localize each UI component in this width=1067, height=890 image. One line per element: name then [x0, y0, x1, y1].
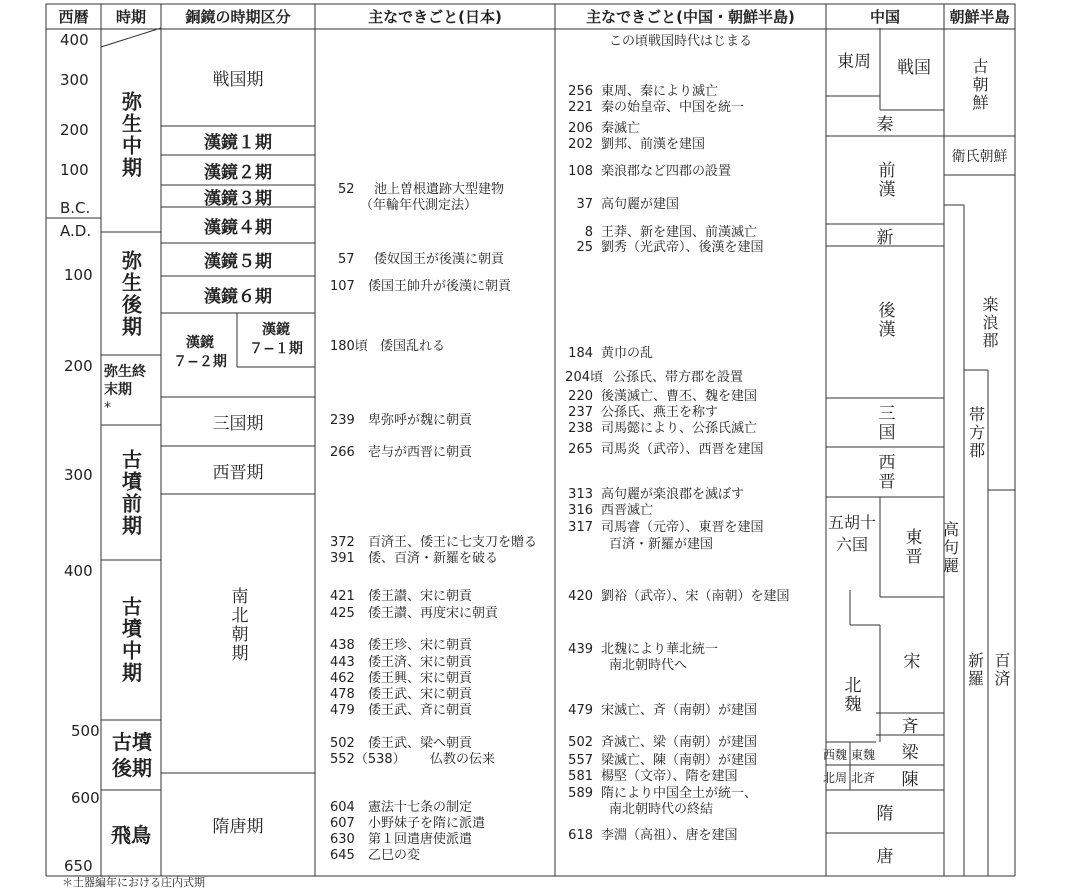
event-year: 618 [568, 828, 593, 843]
period-yayoi-end [104, 357, 160, 423]
dynasty-seishin: 西晋 [874, 453, 895, 491]
event-text: 北魏により華北統一 [601, 642, 719, 657]
event-year: 479 [568, 703, 593, 718]
event-year: 645 [330, 848, 355, 863]
header-period: 時期 [115, 8, 146, 26]
mirror-kan-3: 漢鏡３期 [204, 188, 272, 209]
mirror-sengoku: 戦国期 [212, 70, 264, 90]
event-text: 卑弥呼が魏に朝貢 [368, 413, 473, 428]
dynasty-toshin: 東晋 [901, 528, 922, 566]
header-china: 中国 [869, 8, 900, 26]
event-year: 372 [330, 535, 355, 550]
header-china-korea-events: 主なできごと(中国・朝鮮半島) [586, 8, 795, 26]
ck-event [555, 642, 718, 657]
year-label: 200 [64, 357, 93, 375]
event-year: 221 [568, 100, 593, 115]
event-text: 池上曽根遺跡大型建物 [374, 182, 505, 197]
event-year: 589 [568, 786, 593, 801]
event-year: 604 [330, 800, 355, 815]
dynasty-zui: 隋 [876, 804, 894, 824]
japan-event [330, 800, 472, 815]
event-year: 237 [568, 405, 593, 420]
dynasty-sangoku: 三国 [874, 403, 895, 442]
japan-event [330, 832, 472, 847]
event-text: 憲法十七条の制定 [368, 800, 473, 815]
ck-event [609, 34, 752, 49]
event-text: 隋により中国全土が統一、 [601, 786, 758, 801]
year-label: 400 [64, 562, 93, 580]
event-year: 439 [568, 642, 593, 657]
year-label: 200 [60, 121, 89, 139]
event-text: 百済・新羅が建国 [609, 537, 714, 552]
event-text: 斉滅亡、梁（南朝）が建国 [601, 735, 758, 750]
japan-event [330, 752, 495, 767]
header-korea: 朝鮮半島 [949, 8, 1010, 26]
event-year: 220 [568, 389, 593, 404]
mirror-kan-7-1: 漢鏡 ７−１期 [249, 322, 303, 357]
event-text: 高句麗が建国 [601, 197, 680, 212]
event-text: 楊堅（文帝）、隋を建国 [601, 769, 738, 784]
event-year: 206 [568, 121, 593, 136]
event-text: 南北朝時代の終結 [609, 802, 714, 817]
event-year: 52 [338, 182, 355, 197]
mirror-kan-5: 漢鏡５期 [204, 252, 272, 272]
japan-event [330, 816, 485, 831]
dynasty-sou: 宋 [903, 651, 921, 672]
ck-event [555, 769, 738, 784]
event-text: 劉裕（武帝）、宋（南朝）を建国 [601, 589, 790, 604]
ck-event [555, 346, 653, 361]
japan-event [330, 638, 472, 653]
event-year: 438 [330, 638, 355, 653]
header-japan-events: 主なできごと(日本) [368, 8, 502, 26]
event-year: 238 [568, 421, 593, 436]
ck-event [555, 520, 764, 535]
event-text: 倭国王帥升が後漢に朝貢 [368, 279, 512, 294]
dynasty-chin: 陳 [901, 770, 919, 790]
dynasty-ryo: 梁 [901, 742, 919, 763]
event-text: 小野妹子を隋に派遣 [368, 816, 486, 831]
event-text: 倭奴国王が後漢に朝貢 [374, 252, 505, 267]
mirror-kan-4: 漢鏡４期 [204, 217, 272, 238]
event-year: 479 [330, 703, 355, 718]
japan-event [330, 736, 472, 751]
ck-event [555, 121, 640, 136]
ck-event [609, 658, 687, 673]
ck-event [555, 405, 718, 420]
event-text: 壱与が西晋に朝貢 [368, 445, 473, 460]
dynasty-hokushu: 北周 [822, 770, 847, 785]
ck-event [555, 164, 731, 179]
mirror-kan-2: 漢鏡２期 [204, 162, 272, 183]
event-year: 37 [576, 197, 593, 212]
ck-event [555, 370, 743, 385]
event-text: 司馬炎（武帝）、西晋を建国 [601, 442, 764, 457]
event-text: 李淵（高祖）、唐を建国 [601, 828, 738, 843]
japan-event [330, 413, 472, 428]
mirror-kan-1: 漢鏡１期 [204, 133, 272, 153]
dynasty-hokugi: 北魏 [840, 676, 861, 714]
event-text: 百済王、倭王に七支刀を贈る [368, 535, 538, 550]
ck-event [555, 240, 764, 255]
japan-event [330, 655, 472, 670]
japan-event [360, 198, 477, 213]
event-year: 313 [568, 487, 593, 502]
period-yayoi-middle: 弥生中期 [118, 91, 143, 179]
event-year: 184 [568, 346, 593, 361]
event-text: 秦の始皇帝、中国を統一 [601, 100, 745, 115]
event-year: 266 [330, 445, 355, 460]
japan-event [330, 671, 472, 686]
event-text: 王莽、新を建国、前漢滅亡 [601, 225, 758, 240]
dynasty-togi: 東魏 [850, 747, 875, 762]
dynasty-tou: 唐 [876, 847, 894, 867]
period-kofun-middle: 古墳中期 [118, 596, 143, 684]
event-text: 秦滅亡 [601, 121, 641, 136]
event-year: 57 [338, 252, 355, 267]
dynasty-gokojuroku: 五胡十六国 [828, 513, 877, 554]
event-year: 502 [330, 736, 355, 751]
event-text: 乙巳の変 [368, 848, 421, 863]
korea-eishi-chosen: 衛氏朝鮮 [951, 148, 1008, 165]
event-year: 107 [330, 279, 355, 294]
ck-event [609, 537, 713, 552]
event-year: 25 [576, 240, 593, 255]
event-text: 第１回遣唐使派遣 [368, 832, 473, 847]
ck-event [555, 84, 718, 99]
event-text: 楽浪郡など四郡の設置 [601, 164, 732, 179]
japan-event [330, 445, 472, 460]
dynasty-sengoku: 戦国 [897, 58, 931, 78]
event-year: 239 [330, 413, 355, 428]
event-text: 劉秀（光武帝）、後漢を建国 [601, 240, 764, 255]
mirror-seishin: 西晋期 [212, 462, 264, 483]
year-label: 650 [64, 857, 93, 875]
ck-event [555, 100, 744, 115]
event-year: 630 [330, 832, 355, 847]
japan-event [338, 252, 504, 267]
event-text: 倭王讃、宋に朝貢 [368, 589, 473, 604]
event-text: 高句麗が楽浪郡を滅ぼす [601, 487, 745, 502]
ck-event [555, 735, 757, 750]
event-year: 502 [568, 735, 593, 750]
event-year: 581 [568, 769, 593, 784]
event-year: 420 [568, 589, 593, 604]
korea-shiragi: 新羅 [965, 652, 985, 688]
ck-event [555, 389, 757, 404]
event-text: 東周、秦により滅亡 [601, 84, 719, 99]
event-year: 108 [568, 164, 593, 179]
korea-kochosen: 古朝鮮 [970, 58, 989, 112]
event-text: 後漢滅亡、曹丕、魏を建国 [601, 389, 758, 404]
year-label: 300 [64, 466, 93, 484]
japan-event [330, 703, 472, 718]
event-year: 425 [330, 606, 355, 621]
footnote-mark: * [104, 400, 111, 416]
header-mirror: 銅鏡の時期区分 [185, 8, 291, 26]
period-asuka: 飛鳥 [111, 822, 151, 847]
ck-event [555, 753, 757, 768]
ck-event [555, 225, 757, 240]
event-year: 204頃 [565, 370, 603, 385]
event-year: 421 [330, 589, 355, 604]
ck-event [555, 442, 764, 457]
event-text: 倭王武、梁へ朝貢 [368, 736, 473, 751]
korea-kokuri: 高句麗 [940, 521, 960, 575]
event-text: （年輪年代測定法） [360, 198, 478, 213]
event-year: 607 [330, 816, 355, 831]
event-year: 265 [568, 442, 593, 457]
event-year: 478 [330, 687, 355, 702]
period-kofun-early: 古墳前期 [118, 448, 143, 537]
japan-event [330, 687, 472, 702]
period-kofun-late: 古墳後期 [112, 730, 152, 780]
event-year: 256 [568, 84, 593, 99]
event-text: 公孫氏、燕王を称す [601, 405, 719, 420]
event-text: 劉邦、前漢を建国 [601, 137, 706, 152]
period-yayoi-late: 弥生後期 [118, 249, 143, 338]
year-label: 100 [64, 266, 93, 284]
mirror-zuito: 隋唐期 [212, 817, 264, 837]
year-label: B.C. [60, 199, 91, 217]
year-label: 600 [71, 789, 100, 807]
ck-event [555, 786, 757, 801]
event-text: 司馬懿により、公孫氏滅亡 [601, 421, 758, 436]
year-label: 400 [60, 31, 89, 49]
japan-event [330, 551, 498, 566]
event-year: 552（538） [330, 752, 406, 767]
korea-rakuro: 楽浪郡 [980, 296, 999, 350]
japan-event [330, 606, 498, 621]
event-text: 梁滅亡、陳（南朝）が建国 [601, 753, 758, 768]
ck-event [555, 828, 738, 843]
year-label: 500 [71, 722, 100, 740]
event-text: この頃戦国時代はじまる [609, 34, 753, 49]
event-text: 南北朝時代へ [609, 658, 688, 673]
footnote: ＊土器編年における庄内式期 [62, 876, 205, 889]
event-text: 倭王讃、再度宋に朝貢 [368, 606, 499, 621]
ck-event [555, 421, 757, 436]
japan-event [330, 589, 472, 604]
event-year: 316 [568, 503, 593, 518]
dynasty-zenkan: 前漢 [874, 161, 895, 199]
period-yayoi-end-label: 弥生終末期 [104, 364, 146, 398]
dynasty-sei: 斉 [901, 716, 919, 737]
event-text: 司馬睿（元帝）、東晋を建国 [601, 520, 764, 535]
event-text: 倭王武、斉に朝貢 [368, 703, 473, 718]
event-text: 倭王珍、宋に朝貢 [368, 638, 473, 653]
mirror-sangoku: 三国期 [212, 414, 264, 434]
japan-event [330, 848, 420, 863]
ck-event [555, 589, 790, 604]
header-year: 西暦 [58, 8, 89, 26]
ck-event [555, 197, 679, 212]
event-year: 317 [568, 520, 593, 535]
event-text: 宋滅亡、斉（南朝）が建国 [601, 703, 758, 718]
dynasty-seigi: 西魏 [822, 747, 847, 762]
event-text: 倭国乱れる [380, 339, 446, 354]
event-text: 黄巾の乱 [601, 346, 654, 361]
mirror-kan-6: 漢鏡６期 [204, 287, 272, 307]
japan-event [338, 182, 504, 197]
year-label: A.D. [60, 222, 92, 240]
event-text: 倭王済、宋に朝貢 [368, 655, 473, 670]
ck-event [555, 487, 744, 502]
event-year: 180頃 [330, 339, 368, 354]
ck-event [555, 137, 705, 152]
event-text: 西晋滅亡 [601, 503, 654, 518]
mirror-nanbokucho: 南北朝期 [227, 587, 248, 663]
event-year: 443 [330, 655, 355, 670]
event-year: 557 [568, 753, 593, 768]
ck-event [555, 503, 653, 518]
event-year: 202 [568, 137, 593, 152]
event-text: 倭、百済・新羅を破る [368, 551, 499, 566]
event-year: 462 [330, 671, 355, 686]
korea-kudara: 百済 [992, 652, 1011, 688]
ck-event [555, 703, 757, 718]
dynasty-gokan: 後漢 [874, 301, 895, 339]
mirror-kan-7-2: 漢鏡 ７−２期 [173, 335, 227, 370]
event-text: 仏教の伝来 [430, 752, 496, 767]
dynasty-shin: 秦 [876, 114, 894, 135]
korea-taiho: 帯方郡 [966, 406, 986, 460]
dynasty-shin-new: 新 [876, 227, 894, 248]
dynasty-higashishu: 東周 [837, 52, 871, 72]
japan-event [330, 535, 537, 550]
event-year: 391 [330, 551, 355, 566]
ck-event [609, 802, 713, 817]
dynasty-hokusei: 北斉 [850, 770, 875, 785]
event-year: 8 [584, 225, 593, 240]
year-label: 300 [60, 71, 89, 89]
event-text: 倭王興、宋に朝貢 [368, 671, 473, 686]
event-text: 倭王武、宋に朝貢 [368, 687, 473, 702]
year-label: 100 [60, 161, 89, 179]
japan-event [330, 279, 511, 294]
japan-event [330, 339, 445, 354]
event-text: 公孫氏、帯方郡を設置 [613, 370, 744, 385]
